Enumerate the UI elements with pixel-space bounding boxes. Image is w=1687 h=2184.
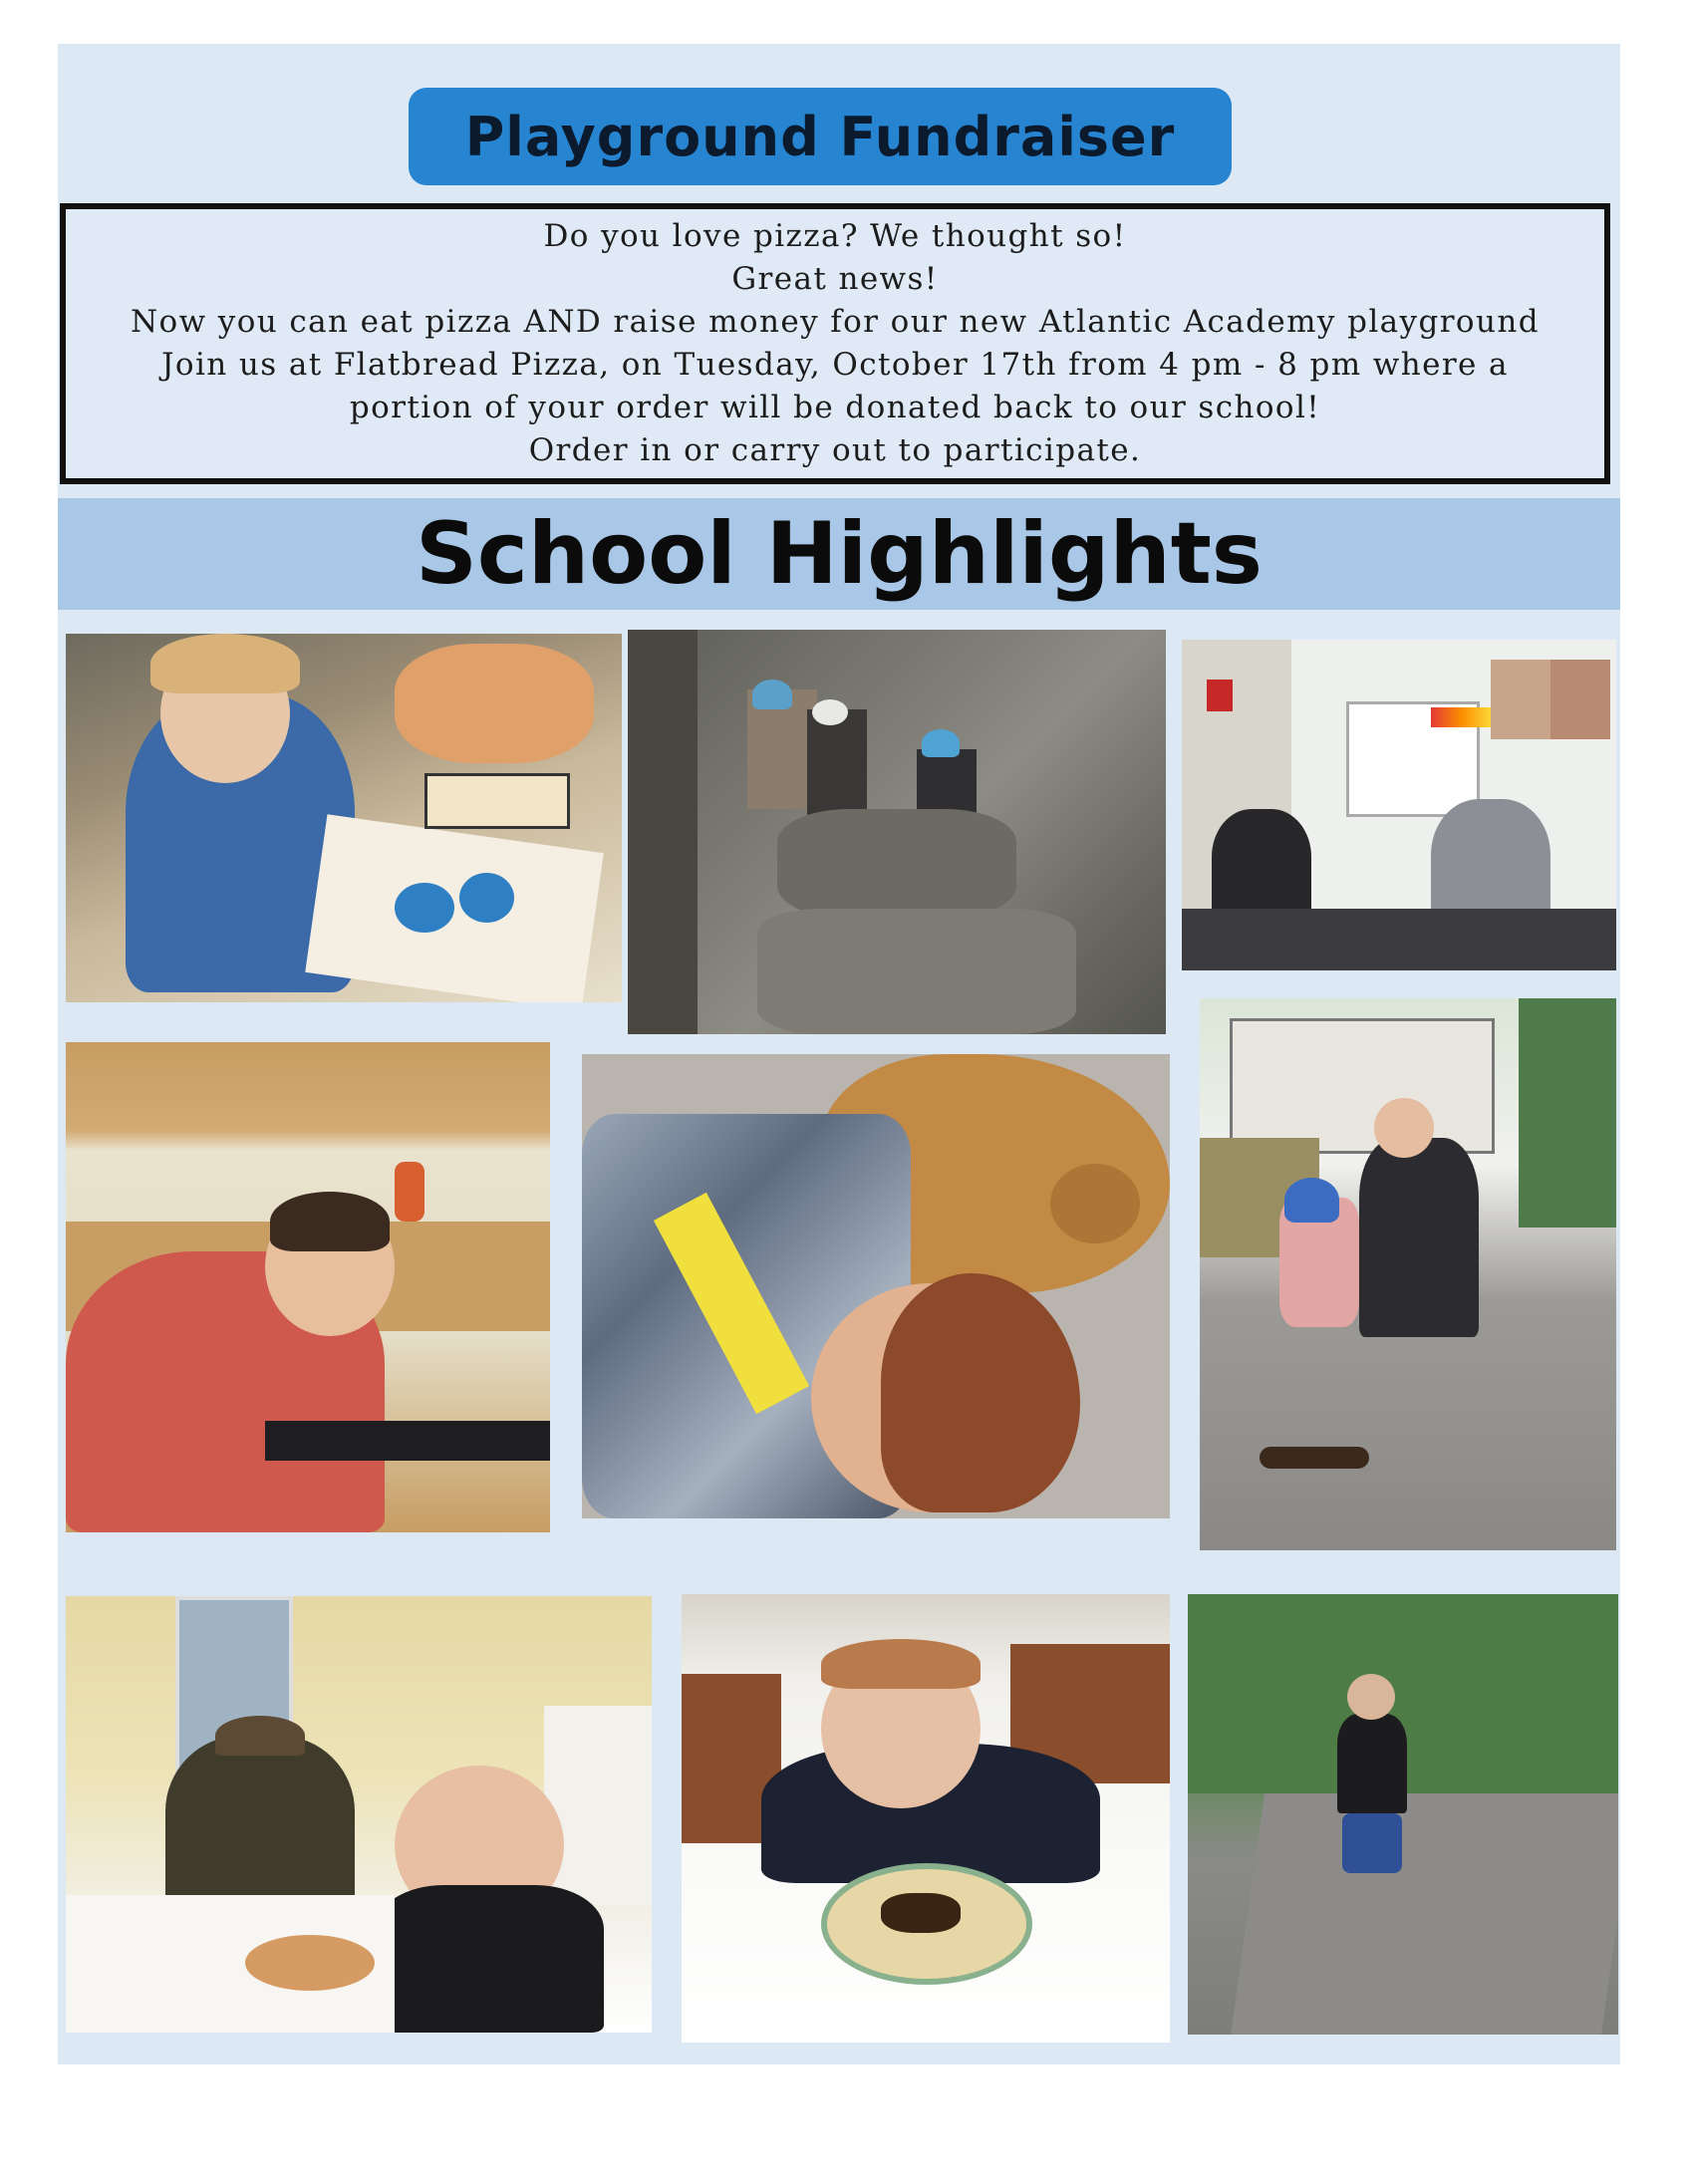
photo-rock-climbing (628, 630, 1166, 1034)
photo-skateboarding (1200, 998, 1616, 1550)
announcement-line: Great news! (731, 261, 939, 297)
photo-scooter (1188, 1594, 1618, 2035)
announcement-box (60, 203, 1610, 484)
photo-birthday-cake (682, 1594, 1170, 2043)
photo-painting (66, 634, 622, 1002)
announcement-line: Do you love pizza? We thought so! (543, 218, 1127, 254)
photo-science-lab (66, 1042, 550, 1532)
photo-dog-selfie (582, 1054, 1170, 1518)
photo-classroom-study (1182, 640, 1616, 970)
announcement-line: Join us at Flatbread Pizza, on Tuesday, October 17th from 4 pm - 8 pm where a (161, 347, 1509, 383)
announcement-line: portion of your order will be donated back to our school! (349, 390, 1321, 425)
highlights-banner (58, 498, 1620, 610)
photo-dining-table (66, 1596, 652, 2033)
announcement-line: Now you can eat pizza AND raise money for our new Atlantic Academy playground (131, 304, 1540, 340)
title-banner (409, 88, 1232, 185)
announcement-line: Order in or carry out to participate. (528, 432, 1142, 468)
section-heading: School Highlights (415, 504, 1263, 604)
page-title: Playground Fundraiser (464, 105, 1176, 168)
